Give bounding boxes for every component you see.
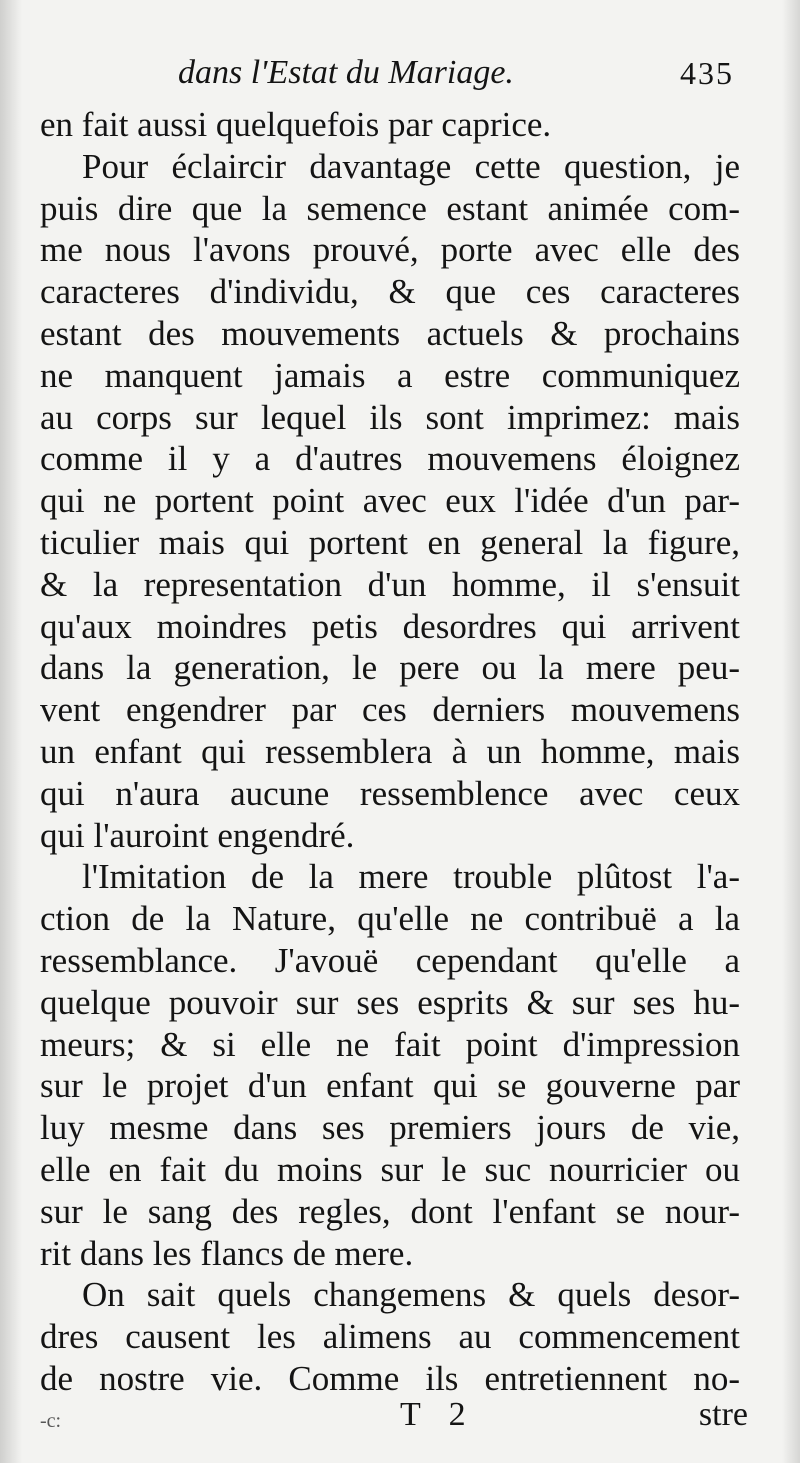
text-line: ction de la Nature, qu'elle ne contribuë a la bbox=[40, 899, 740, 939]
text-line: caracteres d'individu, & que ces caracteres bbox=[40, 272, 740, 312]
text-line: qui n'aura aucune ressemblence avec ceux bbox=[40, 773, 740, 813]
page-edge-shadow bbox=[782, 0, 800, 1463]
text-line: meurs; & si elle ne fait point d'impression bbox=[40, 1024, 740, 1064]
catchword: stre bbox=[698, 1396, 748, 1433]
text-line: qu'aux moindres petis desordres qui arrivent bbox=[40, 606, 740, 646]
text-line: ticulier mais qui portent en general la figure, bbox=[40, 522, 740, 562]
text-line: elle en fait du moins sur le suc nourricier ou bbox=[40, 1149, 740, 1189]
text-line: qui ne portent point avec eux l'idée d'un par- bbox=[40, 481, 740, 521]
text-line: puis dire que la semence estant animée com- bbox=[40, 188, 740, 228]
text-line: estant des mouvements actuels & prochains bbox=[40, 313, 740, 353]
page-gutter-shadow bbox=[0, 0, 22, 1463]
running-head-title: dans l'Estat du Mariage. bbox=[178, 54, 514, 91]
text-line: & la representation d'un homme, il s'ensuit bbox=[40, 564, 740, 604]
text-line: dres causent les alimens au commencement bbox=[40, 1317, 740, 1357]
body-text bbox=[40, 104, 740, 1400]
text-line: comme il y a d'autres mouvemens éloignez bbox=[40, 439, 740, 479]
text-line: vent engendrer par ces derniers mouvemens bbox=[40, 690, 740, 730]
text-line: un enfant qui ressemblera à un homme, mais bbox=[40, 731, 740, 771]
text-line: de nostre vie. Comme ils entretiennent no- bbox=[40, 1358, 740, 1398]
signature-mark: T 2 bbox=[400, 1396, 476, 1433]
text-line: ressemblance. J'avouë cependant qu'elle a bbox=[40, 940, 740, 980]
text-line: qui l'auroint engendré. bbox=[40, 815, 355, 855]
text-line: rit dans les flancs de mere. bbox=[40, 1233, 414, 1273]
running-head bbox=[178, 48, 734, 98]
page-footer bbox=[40, 1392, 748, 1438]
text-line: dans la generation, le pere ou la mere peu- bbox=[40, 648, 740, 688]
text-line: me nous l'avons prouvé, porte avec elle des bbox=[40, 230, 740, 270]
text-line: luy mesme dans ses premiers jours de vie, bbox=[40, 1108, 740, 1148]
footer-mark: -c: bbox=[40, 1410, 62, 1432]
text-line: quelque pouvoir sur ses esprits & sur ses hu- bbox=[40, 982, 740, 1022]
page-number: 435 bbox=[680, 55, 734, 91]
text-line: sur le projet d'un enfant qui se gouverne par bbox=[40, 1066, 740, 1106]
text-line: On sait quels changemens & quels desor- bbox=[82, 1275, 740, 1315]
text-line: sur le sang des regles, dont l'enfant se nour- bbox=[40, 1191, 740, 1231]
text-line: au corps sur lequel ils sont imprimez: mais bbox=[40, 397, 740, 437]
text-line: l'Imitation de la mere trouble plûtost l'a- bbox=[82, 857, 740, 897]
text-line: Pour éclaircir davantage cette question, je bbox=[82, 146, 740, 186]
text-line: ne manquent jamais a estre communiquez bbox=[40, 355, 740, 395]
text-line: en fait aussi quelquefois par caprice. bbox=[40, 105, 552, 144]
